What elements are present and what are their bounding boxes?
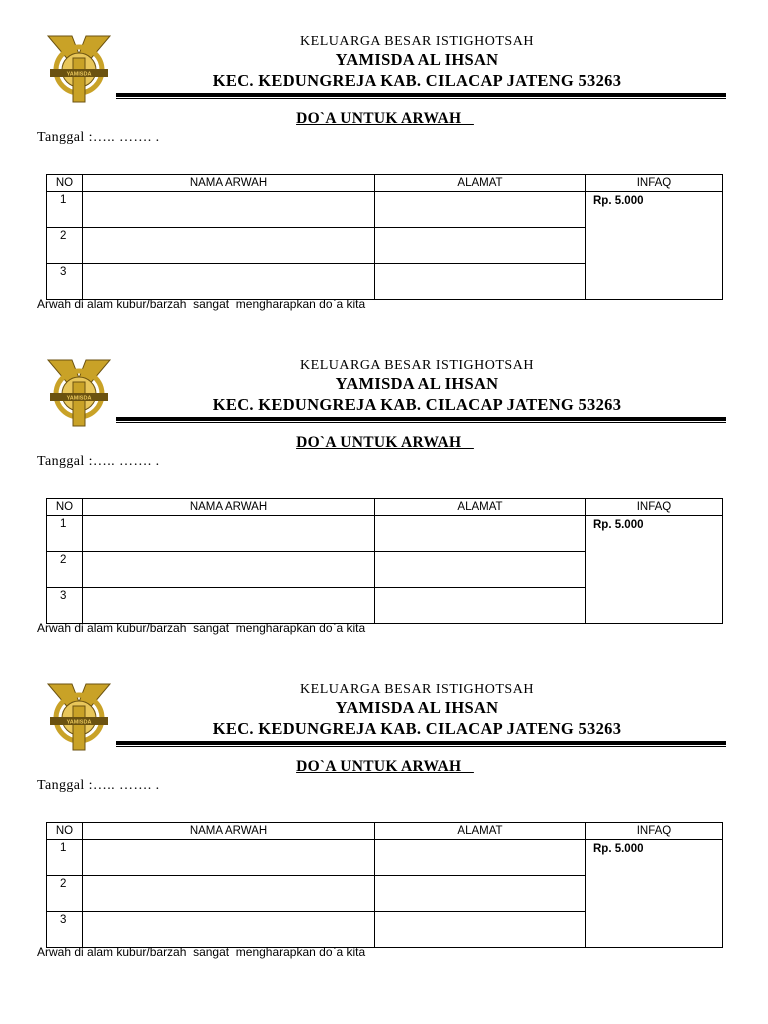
header-divider-thin xyxy=(116,422,726,423)
date-line: Tanggal :….. ……. . xyxy=(37,778,160,793)
form-slip-3 xyxy=(0,648,768,972)
header-infaq: INFAQ xyxy=(586,823,723,840)
alamat-field[interactable] xyxy=(375,264,586,300)
org-name-line1: KELUARGA BESAR ISTIGHOTSAH xyxy=(300,34,534,49)
row-number: 1 xyxy=(47,192,83,228)
alamat-field[interactable] xyxy=(375,912,586,948)
header-nama-arwah: NAMA ARWAH xyxy=(83,175,375,192)
nama-arwah-field[interactable] xyxy=(83,912,375,948)
table-row xyxy=(47,192,723,228)
nama-arwah-field[interactable] xyxy=(83,552,375,588)
date-line: Tanggal :….. ……. . xyxy=(37,454,160,469)
header-nama-arwah: NAMA ARWAH xyxy=(83,499,375,516)
nama-arwah-field[interactable] xyxy=(83,840,375,876)
alamat-field[interactable] xyxy=(375,840,586,876)
org-name-line1: KELUARGA BESAR ISTIGHOTSAH xyxy=(300,682,534,697)
row-number: 1 xyxy=(47,516,83,552)
org-name-line2: YAMISDA AL IHSAN xyxy=(335,698,499,717)
date-line: Tanggal :….. ……. . xyxy=(37,130,160,145)
nama-arwah-field[interactable] xyxy=(83,516,375,552)
header-divider-thin xyxy=(116,746,726,747)
yamisda-logo-icon xyxy=(44,356,114,428)
alamat-field[interactable] xyxy=(375,876,586,912)
infaq-amount: Rp. 5.000 xyxy=(586,192,723,300)
table-header-row xyxy=(47,175,723,192)
nama-arwah-field[interactable] xyxy=(83,264,375,300)
nama-arwah-field[interactable] xyxy=(83,228,375,264)
org-name-line1: KELUARGA BESAR ISTIGHOTSAH xyxy=(300,358,534,373)
org-address: KEC. KEDUNGREJA KAB. CILACAP JATENG 53263 xyxy=(212,395,622,414)
table-header-row xyxy=(47,823,723,840)
header-alamat: ALAMAT xyxy=(375,499,586,516)
row-number: 2 xyxy=(47,876,83,912)
row-number: 3 xyxy=(47,912,83,948)
header-divider-thin xyxy=(116,98,726,99)
yamisda-logo-icon xyxy=(44,32,114,104)
nama-arwah-field[interactable] xyxy=(83,192,375,228)
form-title: DO`A UNTUK ARWAH xyxy=(296,758,474,775)
header-no: NO xyxy=(47,823,83,840)
infaq-amount: Rp. 5.000 xyxy=(586,516,723,624)
header-nama-arwah: NAMA ARWAH xyxy=(83,823,375,840)
yamisda-logo-icon xyxy=(44,680,114,752)
infaq-amount: Rp. 5.000 xyxy=(586,840,723,948)
svg-text:YAMISDA: YAMISDA xyxy=(66,71,92,78)
alamat-field[interactable] xyxy=(375,228,586,264)
header-alamat: ALAMAT xyxy=(375,175,586,192)
arwah-table xyxy=(46,498,723,624)
svg-text:YAMISDA: YAMISDA xyxy=(66,719,92,726)
form-slip-1 xyxy=(0,0,768,324)
table-row xyxy=(47,840,723,876)
footer-note: Arwah di alam kubur/barzah sangat mengharapkan do`a kita xyxy=(37,945,366,959)
arwah-table xyxy=(46,822,723,948)
form-title: DO`A UNTUK ARWAH xyxy=(296,434,474,451)
form-title: DO`A UNTUK ARWAH xyxy=(296,110,474,127)
header-no: NO xyxy=(47,499,83,516)
org-name-line2: YAMISDA AL IHSAN xyxy=(335,50,499,69)
alamat-field[interactable] xyxy=(375,516,586,552)
header-infaq: INFAQ xyxy=(586,499,723,516)
table-header-row xyxy=(47,499,723,516)
header-divider xyxy=(116,417,726,421)
header-divider xyxy=(116,93,726,97)
org-address: KEC. KEDUNGREJA KAB. CILACAP JATENG 53263 xyxy=(212,719,622,738)
nama-arwah-field[interactable] xyxy=(83,876,375,912)
svg-text:YAMISDA: YAMISDA xyxy=(66,395,92,402)
alamat-field[interactable] xyxy=(375,588,586,624)
row-number: 1 xyxy=(47,840,83,876)
header-divider xyxy=(116,741,726,745)
row-number: 3 xyxy=(47,264,83,300)
header-infaq: INFAQ xyxy=(586,175,723,192)
org-address: KEC. KEDUNGREJA KAB. CILACAP JATENG 53263 xyxy=(212,71,622,90)
table-row xyxy=(47,516,723,552)
alamat-field[interactable] xyxy=(375,192,586,228)
row-number: 2 xyxy=(47,552,83,588)
row-number: 2 xyxy=(47,228,83,264)
header-no: NO xyxy=(47,175,83,192)
org-name-line2: YAMISDA AL IHSAN xyxy=(335,374,499,393)
arwah-table xyxy=(46,174,723,300)
form-slip-2 xyxy=(0,324,768,648)
nama-arwah-field[interactable] xyxy=(83,588,375,624)
footer-note: Arwah di alam kubur/barzah sangat mengharapkan do`a kita xyxy=(37,297,366,311)
header-alamat: ALAMAT xyxy=(375,823,586,840)
alamat-field[interactable] xyxy=(375,552,586,588)
row-number: 3 xyxy=(47,588,83,624)
footer-note: Arwah di alam kubur/barzah sangat mengharapkan do`a kita xyxy=(37,621,366,635)
